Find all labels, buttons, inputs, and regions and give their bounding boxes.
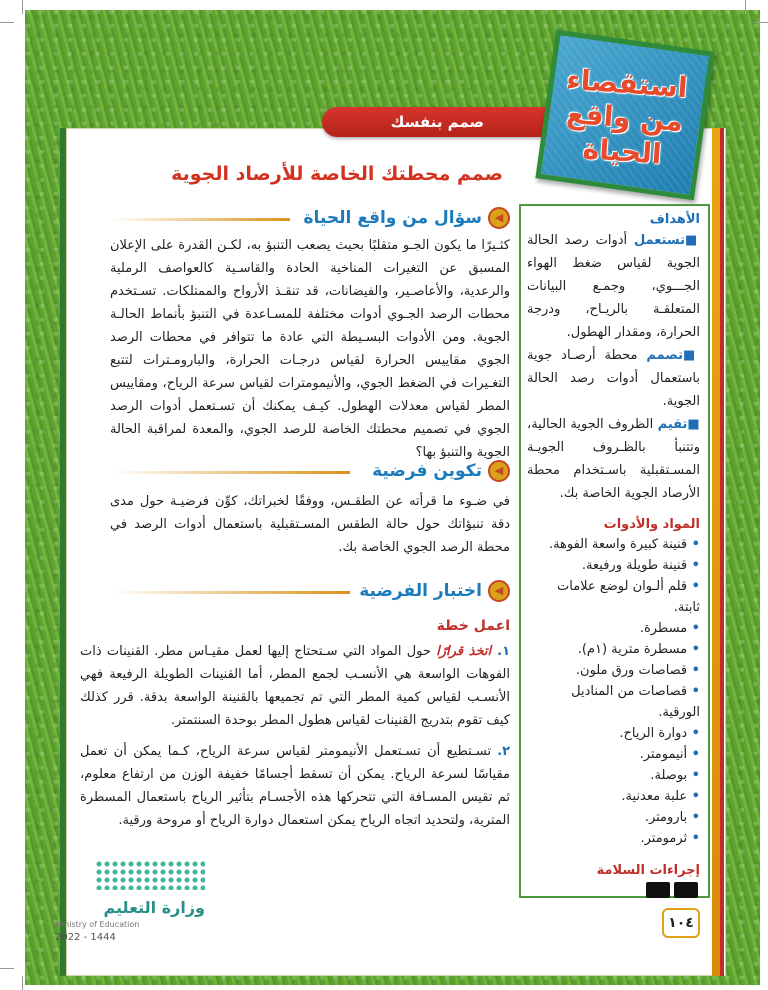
question-header: [304, 206, 511, 230]
objective-keyword: تقيم: [657, 417, 688, 432]
list-item: • قنينة كبيرة واسعة الفوهة.: [527, 534, 700, 555]
objective-keyword: تستعمل: [633, 233, 686, 248]
badge-line-1: استقصاء: [565, 62, 689, 105]
step-2: [80, 740, 510, 832]
objectives-heading: الأهداف: [649, 212, 700, 227]
list-item: • بارومتر.: [527, 807, 700, 828]
objective-2: [527, 344, 700, 413]
red-stripe: [720, 128, 724, 976]
page-number: ١٠٤: [662, 908, 700, 938]
step-number: ٢.: [497, 744, 510, 759]
list-item: • قصاصات من المناديل الورقية.: [527, 681, 700, 723]
crop-mark: [22, 0, 23, 14]
step-1: [80, 640, 510, 732]
arrow-circle-icon: ◀: [488, 460, 510, 482]
badge-line-3: الحياة: [581, 132, 663, 171]
section-divider: [110, 471, 350, 474]
list-item: • قلم ألـوان لوضع علامات ثابتة.: [527, 576, 700, 618]
goggles-icon: [674, 882, 698, 898]
step-number: ١.: [497, 644, 510, 659]
banner-label: صمم بنفسك: [390, 113, 484, 131]
bullet-square-icon: ■: [682, 348, 700, 363]
hypothesis-title: تكوين فرضية: [372, 461, 482, 481]
objective-keyword: تصمم: [646, 348, 683, 363]
question-text: كثـيرًا ما يكون الجـو متقلبًا بحيث يصعب التنبؤ به، لكـن القدرة على الإعلان المسبق عن التغيرات المناخية الحادة والقاسـية كالعواصف الرملية والرعدية، والأعاصـير، والفيضانات، قد تنقـذ الأرواح والممتلكات. تسـتخدم محطات الرصد الجـوي أدوات مختلفة للمسـاعدة في التنبؤ بأنماط الحالـة الجوية. ومن الأدوات البسـيطة التي عادة ما تتوافر في محطات الرصد الجوي مقاييس الحرارة لقياس درجـات الحرارة، والبارومـترات لتتبع التغـيرات في الضغط الجوي، والأنيمومترات لقياس سرعة الرياح، ومقاييس المطر لقياس معدلات الهطول. كيـف يمكنك أن تسـتعمل أدوات الرصد الجوي في تصميم محطتك الخاصة للرصد الجوي، والمعدة لمراقبة الحالة الجوية والتنبؤ بها؟: [110, 238, 510, 460]
logo-english: Ministry of Education: [55, 920, 140, 929]
logo-arabic: وزارة التعليم: [103, 898, 205, 917]
step-text: تسـتطيع أن تسـتعمل الأنيمومتر لقياس سرعة الرياح، كـما يمكن أن تعمل مقياسًا لسرعة الرياح. يمكن أن تسقط أجسامًا خفيفة الوزن من ارتفاع معلوم، ثم تقيس المسـافة التي تتحركها هذه الأجسـام بتأثير الرياح باستعمال المسطرة المترية، ولتحديد اتجاه الرياح يمكن استعمال دوارة الرياح أو مروحة ورقية.: [80, 744, 510, 828]
investigation-badge: [535, 30, 714, 201]
bullet-square-icon: ■: [685, 233, 700, 248]
materials-list: [527, 534, 700, 849]
design-banner: [322, 107, 554, 137]
objective-1: [527, 229, 700, 344]
hypothesis-text: في ضـوء ما قرأته عن الطقـس، ووفقًا لخبراتك، كوِّن فرضيـة حول مدى دقة تنبؤاتك حول حالة الطقس المسـتقبلية باستعمال أدوات الرصد في محطة الرصد الجوي الخاصة بك.: [110, 494, 510, 555]
test-header: [359, 579, 510, 603]
logo-dots-icon: [95, 860, 205, 890]
list-item: • مسطرة.: [527, 618, 700, 639]
list-item: • قصاصات ورق ملون.: [527, 660, 700, 681]
objective-text: محطة أرصـاد جوية باستعمال أدوات رصد الحالة الجوية.: [527, 348, 700, 409]
list-item: • بوصلة.: [527, 765, 700, 786]
orange-stripe: [712, 128, 720, 976]
crop-mark: [22, 976, 23, 990]
safety-heading: إجراءات السلامة: [596, 863, 700, 878]
arrow-circle-icon: ◀: [488, 207, 510, 229]
bullet-square-icon: ■: [687, 417, 700, 432]
crop-mark: [754, 22, 768, 23]
hypothesis-header: [372, 459, 510, 483]
plan-heading: اعمل خطة: [436, 618, 510, 634]
crop-mark: [745, 0, 746, 14]
list-item: • قنينة طويلة ورفيعة.: [527, 555, 700, 576]
badge-line-2: من واقع: [565, 96, 685, 139]
sidebar: [519, 204, 710, 898]
arrow-circle-icon: ◀: [488, 580, 510, 602]
question-title: سؤال من واقع الحياة: [303, 208, 482, 228]
objective-text: أدوات رصد الحالة الجوية لقياس ضغط الهواء الجـــوي، وجمـع البيانات المتعلقـة بالريـاح، ودرجة الحرارة، ومقدار الهطول.: [527, 233, 700, 340]
crop-mark: [0, 22, 14, 23]
objective-text: الظروف الجوية الحالية، وتتنبأ بالظـروف الجويـة المسـتقبلية باسـتخدام محطة الأرصاد الجوية الخاصة بك.: [527, 417, 700, 501]
ministry-logo: [55, 860, 205, 943]
list-item: • أنيمومتر.: [527, 744, 700, 765]
badge-text: [546, 62, 703, 174]
materials-heading: المواد والأدوات: [603, 517, 700, 532]
step-text: حول المواد التي سـتحتاج إليها لعمل مقيـاس مطر. القنينات ذات الفوهات الواسعة هي الأنسـب لجمع المطر، أما القنينات الطويلة الرفيعة فهي الأنسـب لقياس كمية المطر التي تم تجميعها بالقنينة الواسعة بدقة. قرر كذلك كيف تقوم بتدريج القنينات لقياس هطول المطر بوحدة السنتمتر.: [80, 644, 510, 728]
test-title: اختبار الفرضية: [359, 581, 482, 601]
page-title: صمم محطتك الخاصة للأرصاد الجوية: [171, 163, 503, 185]
objective-3: [527, 413, 700, 505]
list-item: • ثرمومتر.: [527, 828, 700, 849]
section-divider: [110, 218, 290, 221]
list-item: • علبة معدنية.: [527, 786, 700, 807]
clothing-protection-icon: [646, 882, 670, 898]
list-item: • دوارة الرياح.: [527, 723, 700, 744]
section-divider: [110, 591, 350, 594]
logo-year: 2022 - 1444: [55, 932, 116, 943]
crop-mark: [0, 968, 14, 969]
list-item: • مسطرة مترية (١م).: [527, 639, 700, 660]
step-keyword: اتخذ قرارًا: [436, 644, 492, 659]
safety-icons: [521, 882, 698, 898]
